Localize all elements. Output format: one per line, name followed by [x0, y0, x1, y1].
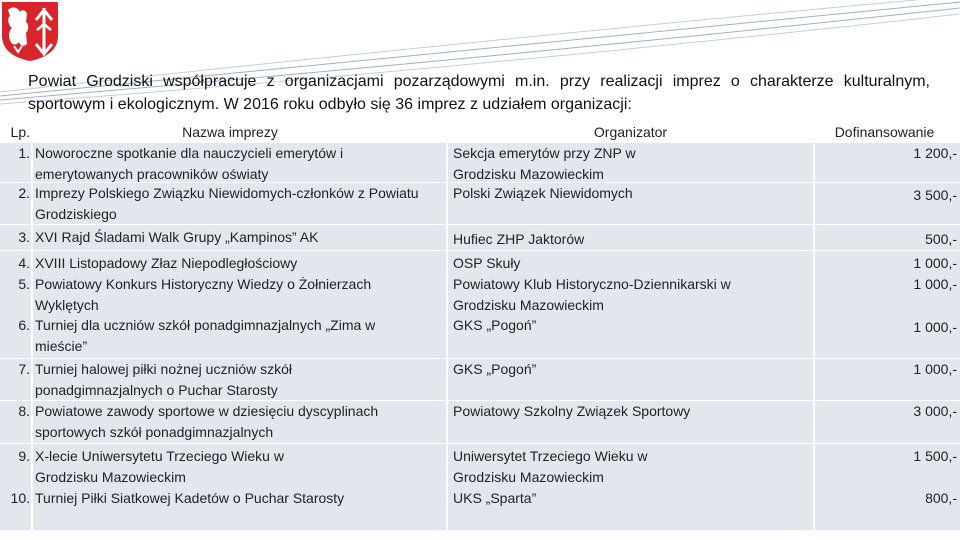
row-organizer: Powiatowy Szkolny Związek Sportowy	[453, 403, 691, 419]
column-divider	[813, 122, 815, 540]
table-header-row	[0, 122, 960, 142]
coat-of-arms-logo	[0, 0, 60, 62]
row-lp: 1.	[18, 145, 30, 161]
table-row	[0, 488, 960, 530]
row-lp: 9.	[18, 448, 30, 464]
column-divider	[446, 122, 448, 540]
table-row	[0, 142, 960, 182]
row-funding: 1 000,-	[913, 276, 957, 292]
row-lp: 5.	[18, 276, 30, 292]
intro-paragraph: Powiat Grodziski współpracuje z organizacjami pozarządowymi m.in. przy realizacji imprez o charakterze kulturalnym, sportowym i ekologicznym. W 2016 roku odbyło się 36 imprez z udziałem organizacji:	[28, 73, 930, 113]
row-funding: 1 000,-	[913, 319, 957, 335]
row-name: X-lecie Uniwersytetu Trzeciego Wieku w Grodzisku Mazowieckim	[35, 448, 284, 485]
row-organizer: Polski Związek Niewidomych	[453, 185, 633, 201]
row-lp: 7.	[18, 361, 30, 377]
row-lp: 6.	[18, 317, 30, 333]
row-funding: 3 500,-	[913, 187, 957, 203]
row-name: Powiatowy Konkurs Historyczny Wiedzy o Żołnierzach Wyklętych	[35, 276, 372, 313]
row-lp: 3.	[18, 229, 30, 245]
row-organizer: Hufiec ZHP Jaktorów	[453, 231, 585, 247]
row-organizer: Powiatowy Klub Historyczno-Dziennikarski w Grodzisku Mazowieckim	[453, 276, 731, 313]
table-row	[0, 224, 960, 250]
row-funding: 800,-	[925, 490, 957, 506]
row-name: Noworoczne spotkanie dla nauczycieli emerytów i emerytowanych pracowników oświaty	[35, 145, 344, 182]
table-row	[0, 400, 960, 443]
row-name: Imprezy Polskiego Związku Niewidomych-członków z Powiatu Grodziskiego	[35, 185, 419, 222]
row-funding: 500,-	[925, 231, 957, 247]
row-name: XVIII Listopadowy Złaz Niepodległościowy	[35, 255, 298, 271]
header-lp: Lp.	[10, 124, 30, 140]
row-organizer: GKS „Pogoń”	[453, 361, 537, 377]
row-funding: 3 000,-	[913, 403, 957, 419]
row-organizer: OSP Skuły	[453, 255, 521, 271]
row-name: Powiatowe zawody sportowe w dziesięciu dyscyplinach sportowych szkół ponadgimnazjalnych	[35, 403, 379, 440]
row-organizer: Sekcja emerytów przy ZNP w Grodzisku Mazowieckim	[453, 145, 636, 182]
events-table	[0, 122, 960, 540]
header-organizer: Organizator	[593, 124, 668, 140]
row-organizer: Uniwersytet Trzeciego Wieku w Grodzisku Mazowieckim	[453, 448, 648, 485]
row-funding: 1 000,-	[913, 361, 957, 377]
row-lp: 4.	[18, 255, 30, 271]
row-lp: 2.	[18, 185, 30, 201]
row-name: Turniej Piłki Siatkowej Kadetów o Puchar Starosty	[35, 490, 345, 506]
table-row	[0, 274, 960, 315]
header-funding: Dofinansowanie	[834, 124, 935, 140]
row-name: Turniej dla uczniów szkół ponadgimnazjalnych „Zima w mieście”	[35, 317, 376, 354]
table-row	[0, 250, 960, 274]
row-name: XVI Rajd Śladami Walk Grupy „Kampinos” AK	[35, 229, 319, 245]
column-divider	[31, 122, 33, 540]
row-funding: 1 200,-	[913, 145, 957, 161]
row-funding: 1 000,-	[913, 255, 957, 271]
table-row	[0, 315, 960, 358]
table-row	[0, 358, 960, 400]
table-row	[0, 443, 960, 488]
table-row	[0, 182, 960, 224]
row-organizer: GKS „Pogoń”	[453, 317, 537, 333]
row-name: Turniej halowej piłki nożnej uczniów szkół ponadgimnazjalnych o Puchar Starosty	[35, 361, 293, 398]
row-lp: 8.	[18, 403, 30, 419]
row-lp: 10.	[10, 490, 30, 506]
header-name: Nazwa imprezy	[182, 124, 278, 140]
row-organizer: UKS „Sparta”	[453, 490, 537, 506]
row-funding: 1 500,-	[913, 448, 957, 464]
